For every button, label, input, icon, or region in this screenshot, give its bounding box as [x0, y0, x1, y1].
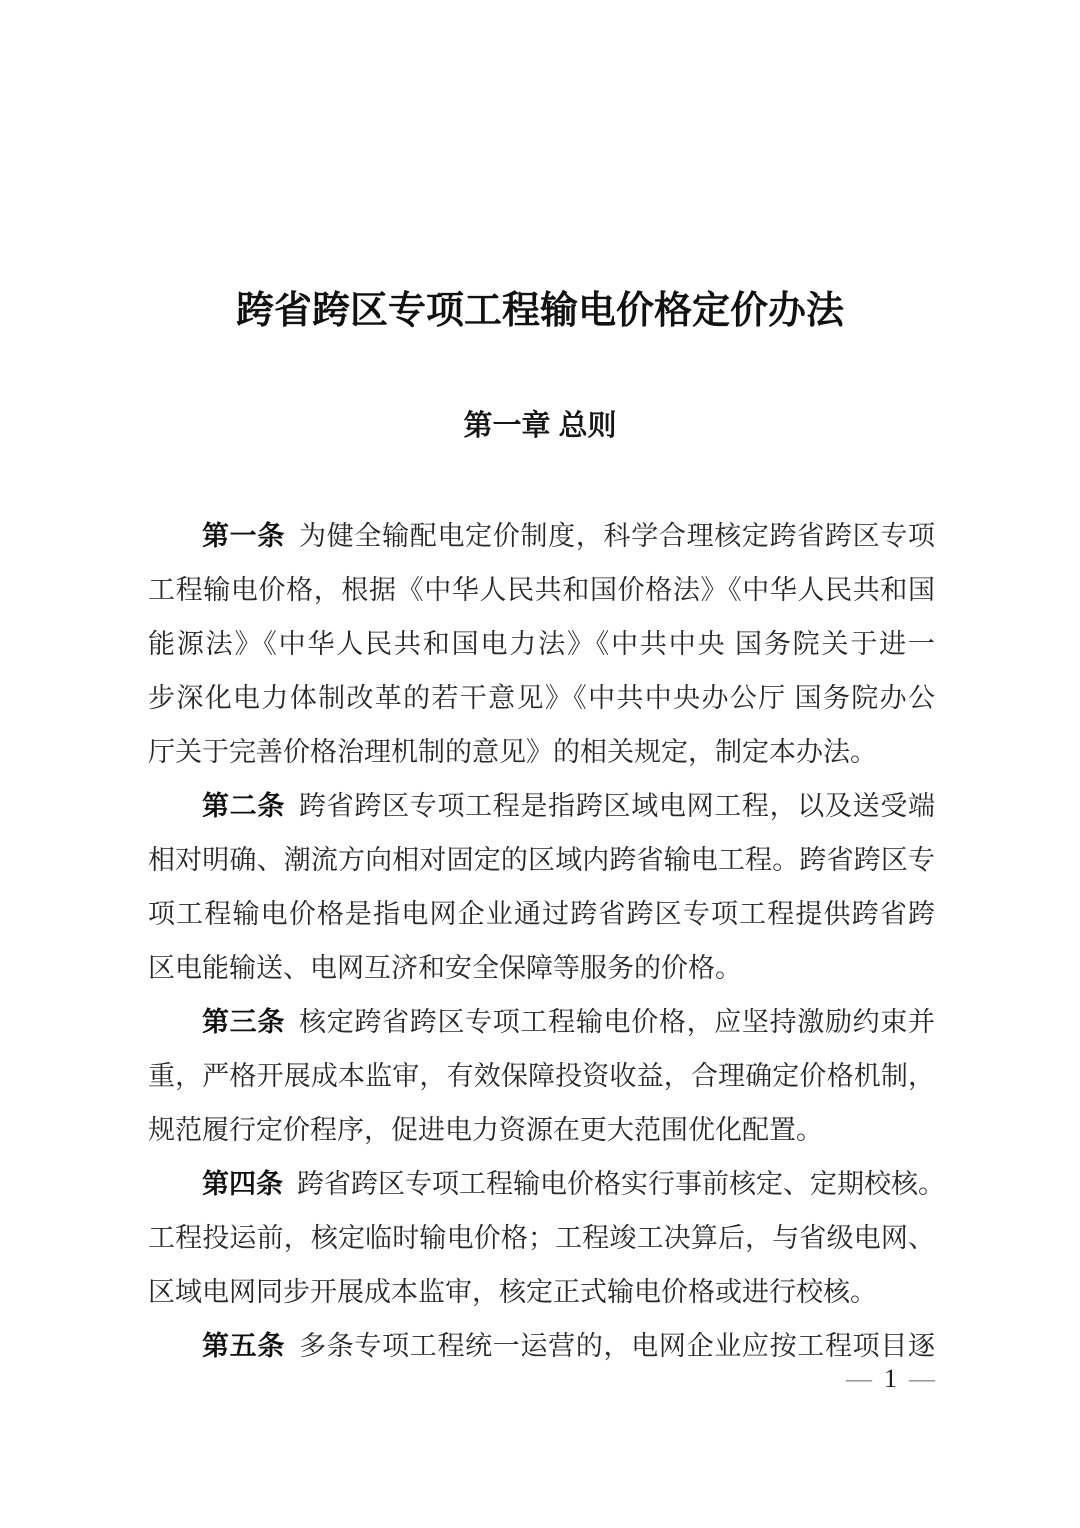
chapter-heading: 第一章 总则 [463, 410, 617, 442]
article-number-label: 第四条 [202, 1169, 283, 1199]
body-line [148, 779, 935, 833]
body-line [148, 1157, 945, 1211]
body-line: 工程投运前，核定临时输电价格；工程竣工决算后，与省级电网、 [148, 1223, 935, 1253]
footer-left-dash: — [846, 1364, 872, 1393]
body-line: 步深化电力体制改革的若干意见》《中共中央办公厅 国务院办公 [148, 683, 935, 713]
body-line-text: 核定跨省跨区专项工程输电价格，应坚持激励约束并 [299, 1007, 936, 1037]
body-line-text: 跨省跨区专项工程输电价格实行事前核定、定期校核。 [297, 1169, 945, 1199]
body-line [148, 995, 935, 1049]
body-line [148, 509, 935, 563]
body-line: 重，严格开展成本监审，有效保障投资收益，合理确定价格机制， [148, 1061, 935, 1091]
article-number-label: 第三条 [202, 1007, 286, 1037]
body-line: 厅关于完善价格治理机制的意见》的相关规定，制定本办法。 [148, 737, 877, 767]
article-number-label: 第一条 [202, 521, 286, 551]
body-line-text: 多条专项工程统一运营的，电网企业应按工程项目逐 [299, 1331, 936, 1361]
body-line-text: 为健全输配电定价制度，科学合理核定跨省跨区专项 [299, 521, 936, 551]
body-line-text: 跨省跨区专项工程是指跨区域电网工程，以及送受端 [299, 791, 936, 821]
article-number-label: 第五条 [202, 1331, 286, 1361]
article-number-label: 第二条 [202, 791, 286, 821]
document-title: 跨省跨区专项工程输电价格定价办法 [235, 290, 844, 332]
body-line: 能源法》《中华人民共和国电力法》《中共中央 国务院关于进一 [148, 629, 935, 659]
body-line: 相对明确、潮流方向相对固定的区域内跨省输电工程。跨省跨区专 [148, 845, 935, 875]
page-number: 1 [884, 1364, 897, 1393]
body-line: 工程输电价格，根据《中华人民共和国价格法》《中华人民共和国 [148, 575, 935, 605]
body-line: 规范履行定价程序，促进电力资源在更大范围优化配置。 [148, 1115, 823, 1145]
document-body [148, 509, 945, 1373]
body-line: 区电能输送、电网互济和安全保障等服务的价格。 [148, 953, 742, 983]
page-footer [148, 1363, 935, 1395]
footer-right-dash: — [909, 1364, 935, 1393]
body-line: 区域电网同步开展成本监审，核定正式输电价格或进行校核。 [148, 1277, 877, 1307]
body-line: 项工程输电价格是指电网企业通过跨省跨区专项工程提供跨省跨 [148, 899, 935, 929]
